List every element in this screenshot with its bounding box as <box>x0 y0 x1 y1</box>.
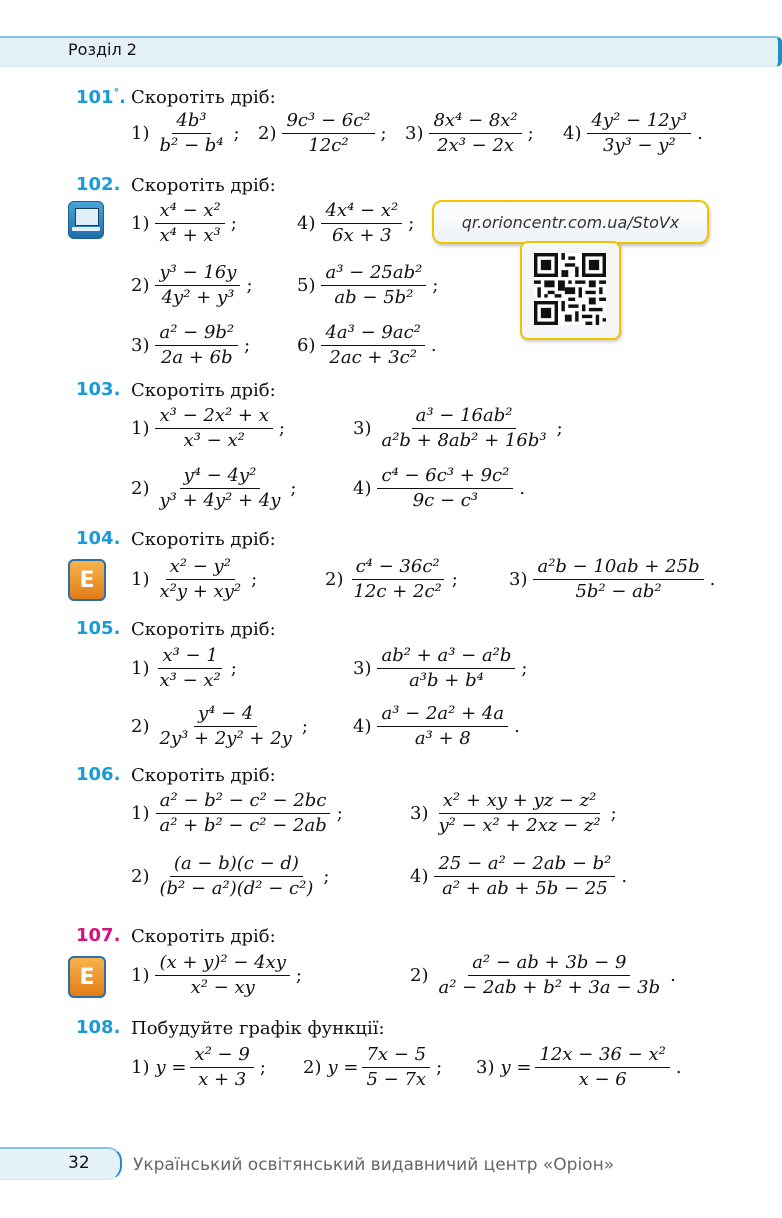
problem-number: 106. <box>76 764 121 785</box>
exercise-item: 5) $\frac{\text{a³ − 25ab²}}{\text{ab − 5b²}}$ ; <box>297 262 439 308</box>
exercise-item: 1) $\frac{\text{x³ − 2x² + x}}{\text{x³ − x²}}$ ; <box>131 405 285 451</box>
exercise-item: 2) $\frac{\text{y⁴ − 4}}{\text{2y³ + 2y² + 2y}}$ ; <box>131 703 308 749</box>
laptop-icon[interactable] <box>68 201 104 239</box>
exercise-item: 2) y = $\frac{7x - 5}{5 - 7x}$ ; <box>303 1044 443 1090</box>
fraction: $\frac{\text{y⁴ − 4}}{\text{2y³ + 2y² + 2y}}$ <box>159 703 292 749</box>
fraction: $\frac{\text{(x + y)² − 4xy}}{\text{x² − xy}}$ <box>155 952 289 999</box>
qr-code-icon <box>534 253 606 325</box>
exercise-item: 4) $\frac{\text{c⁴ − 6c³ + 9c²}}{\text{9c − c³}}$ . <box>353 465 526 511</box>
fraction: $\frac{\text{x² − y²}}{\text{x²y + xy²}}$ <box>159 556 242 602</box>
exercise-item: 4) $\frac{\text{4x⁴ − x²}}{6x + 3}$ ; <box>297 200 415 246</box>
exercise-item: 3) $\frac{\text{a³ − 16ab²}}{\text{a²b + 8ab² + 16b³}}$ ; <box>353 405 563 451</box>
fraction: $\frac{\text{a³ − 16ab²}}{\text{a²b + 8ab² + 16b³}}$ <box>381 405 547 451</box>
exercise-item: 2) $\frac{\text{c⁴ − 36c²}}{\text{12c + 2c²}}$ ; <box>325 556 458 602</box>
fraction: $\frac{\text{a³ − 2a² + 4a}}{\text{a³ + 8}}$ <box>377 703 508 750</box>
fraction: $\frac{\text{4b³}}{\text{b² − b⁴}}$ <box>159 110 224 156</box>
exercise-item: 1) y = $\frac{\text{x² − 9}}{x + 3}$ ; <box>131 1044 266 1090</box>
fraction: $\frac{\text{a² − 9b²}}{2a + 6b}$ <box>155 322 238 369</box>
publisher-name: Український освітянський видавничий центр «Оріон» <box>133 1155 615 1175</box>
e-resource-icon[interactable]: Е <box>68 559 106 601</box>
fraction: $\frac{\text{x⁴ − x²}}{\text{x⁴ + x³}}$ <box>155 200 224 247</box>
fraction: $\frac{\text{x³ − 1}}{\text{x³ − x²}}$ <box>159 645 221 691</box>
fraction: $\frac{\text{a² − ab + 3b − 9}}{\text{a² − 2ab + b² + 3a − 3b}}$ <box>438 952 661 998</box>
problem-title: Скоротіть дріб: <box>131 87 276 108</box>
exercise-item: 4) $\frac{\text{25 − a² − 2ab − b²}}{\text{a² + ab + 5b − 25}}$ . <box>410 853 628 899</box>
fraction: $\frac{\text{x² + xy + yz − z²}}{\text{y² − x² + 2xz − z²}}$ <box>438 790 601 836</box>
exercise-item: 2) $\frac{\text{y³ − 16y}}{\text{4y² + y³}}$ ; <box>131 262 253 308</box>
fraction: $\frac{\text{a² − b² − c² − 2bc}}{\text{a² + b² − c² − 2ab}}$ <box>155 790 330 837</box>
fraction: $\frac{\text{12x − 36 − x²}}{x - 6}$ <box>535 1044 669 1091</box>
exercise-item: 1) $\frac{\text{a² − b² − c² − 2bc}}{\text{a² + b² − c² − 2ab}}$ ; <box>131 790 343 836</box>
exercise-item: 2) $\frac{\text{9c³ − 6c²}}{\text{12c²}}$ ; <box>258 110 387 156</box>
exercise-item: 3) $\frac{\text{8x⁴ − 8x²}}{\text{2x³ − 2x}}$ ; <box>405 110 534 156</box>
section-label: Розділ 2 <box>68 40 137 59</box>
exercise-item: 4) $\frac{\text{4y² − 12y³}}{\text{3y³ − y²}}$ . <box>563 110 703 156</box>
fraction: $\frac{(a - b)(c - d)}{\text{(b² − a²)(d² − c²)}}$ <box>159 853 314 899</box>
exercise-item: 1) $\frac{\text{4b³}}{\text{b² − b⁴}}$ ; <box>131 110 240 156</box>
footer-band <box>0 1147 122 1180</box>
fraction: $\frac{\text{x² − 9}}{x + 3}$ <box>190 1044 253 1091</box>
exercise-item: 2) $\frac{\text{a² − ab + 3b − 9}}{\text{a² − 2ab + b² + 3a − 3b}}$ . <box>410 952 676 998</box>
problem-number: 102. <box>76 174 121 195</box>
fraction: $\frac{\text{a³ − 25ab²}}{\text{ab − 5b²}}$ <box>321 262 426 309</box>
e-resource-icon[interactable]: Е <box>68 956 106 998</box>
fraction: $\frac{\text{4y² − 12y³}}{\text{3y³ − y²}}$ <box>587 110 691 157</box>
problem-title: Скоротіть дріб: <box>131 926 276 947</box>
problem-title: Побудуйте графік функції: <box>131 1018 385 1039</box>
exercise-item: 3) $\frac{\text{a² − 9b²}}{2a + 6b}$ ; <box>131 322 251 368</box>
problem-title: Скоротіть дріб: <box>131 529 276 550</box>
exercise-item: 1) $\frac{\text{x³ − 1}}{\text{x³ − x²}}$ ; <box>131 645 237 691</box>
problem-title: Скоротіть дріб: <box>131 380 276 401</box>
qr-code[interactable] <box>520 241 621 340</box>
problem-number: 107. <box>76 925 121 946</box>
exercise-item: 1) $\frac{\text{x⁴ − x²}}{\text{x⁴ + x³}}$ ; <box>131 200 237 246</box>
fraction: $\frac{\text{4x⁴ − x²}}{6x + 3}$ <box>321 200 402 247</box>
exercise-item: 3) $\frac{\text{ab² + a³ − a²b}}{\text{a³b + b⁴}}$ ; <box>353 645 528 691</box>
problem-number: 104. <box>76 528 121 549</box>
exercise-item: 3) $\frac{\text{a²b − 10ab + 25b}}{\text{5b² − ab²}}$ . <box>509 556 716 602</box>
fraction: $\frac{\text{c⁴ − 6c³ + 9c²}}{\text{9c − c³}}$ <box>377 465 513 512</box>
fraction: $\frac{\text{a²b − 10ab + 25b}}{\text{5b² − ab²}}$ <box>533 556 703 603</box>
fraction: $\frac{\text{x³ − 2x² + x}}{\text{x³ − x²}}$ <box>155 405 272 452</box>
exercise-item: 3) y = $\frac{\text{12x − 36 − x²}}{x - 6}$ . <box>476 1044 682 1090</box>
fraction: $\frac{\text{9c³ − 6c²}}{\text{12c²}}$ <box>282 110 374 157</box>
problem-number: 103. <box>76 379 121 400</box>
problem-title: Скоротіть дріб: <box>131 765 276 786</box>
exercise-item: 1) $\frac{\text{(x + y)² − 4xy}}{\text{x² − xy}}$ ; <box>131 952 302 998</box>
fraction: $\frac{\text{ab² + a³ − a²b}}{\text{a³b + b⁴}}$ <box>377 645 515 692</box>
problem-number: 105. <box>76 618 121 639</box>
exercise-item: 2) $\frac{(a - b)(c - d)}{\text{(b² − a²)(d² − c²)}}$ ; <box>131 853 330 899</box>
fraction: $\frac{7x - 5}{5 - 7x}$ <box>362 1044 430 1091</box>
exercise-item: 1) $\frac{\text{x² − y²}}{\text{x²y + xy²}}$ ; <box>131 556 258 602</box>
exercise-item: 4) $\frac{\text{a³ − 2a² + 4a}}{\text{a³ + 8}}$ . <box>353 703 520 749</box>
exercise-item: 3) $\frac{\text{x² + xy + yz − z²}}{\text{y² − x² + 2xz − z²}}$ ; <box>410 790 617 836</box>
problem-number: 101°. <box>76 86 126 108</box>
problem-title: Скоротіть дріб: <box>131 175 276 196</box>
fraction: $\frac{\text{25 − a² − 2ab − b²}}{\text{a² + ab + 5b − 25}}$ <box>434 853 615 900</box>
fraction: $\frac{\text{y³ − 16y}}{\text{4y² + y³}}$ <box>155 262 240 309</box>
fraction: $\frac{\text{4a³ − 9ac²}}{\text{2ac + 3c²}}$ <box>321 322 424 369</box>
page-number: 32 <box>68 1153 90 1173</box>
problem-title: Скоротіть дріб: <box>131 619 276 640</box>
fraction: $\frac{\text{c⁴ − 36c²}}{\text{12c + 2c²}}$ <box>353 556 442 602</box>
qr-link[interactable]: qr.orioncentr.com.ua/StoVx <box>432 200 709 244</box>
fraction: $\frac{\text{8x⁴ − 8x²}}{\text{2x³ − 2x}}$ <box>429 110 521 157</box>
exercise-item: 6) $\frac{\text{4a³ − 9ac²}}{\text{2ac + 3c²}}$ . <box>297 322 437 368</box>
fraction: $\frac{\text{y⁴ − 4y²}}{\text{y³ + 4y² + 4y}}$ <box>159 465 281 511</box>
problem-number: 108. <box>76 1017 121 1038</box>
exercise-item: 2) $\frac{\text{y⁴ − 4y²}}{\text{y³ + 4y² + 4y}}$ ; <box>131 465 297 511</box>
